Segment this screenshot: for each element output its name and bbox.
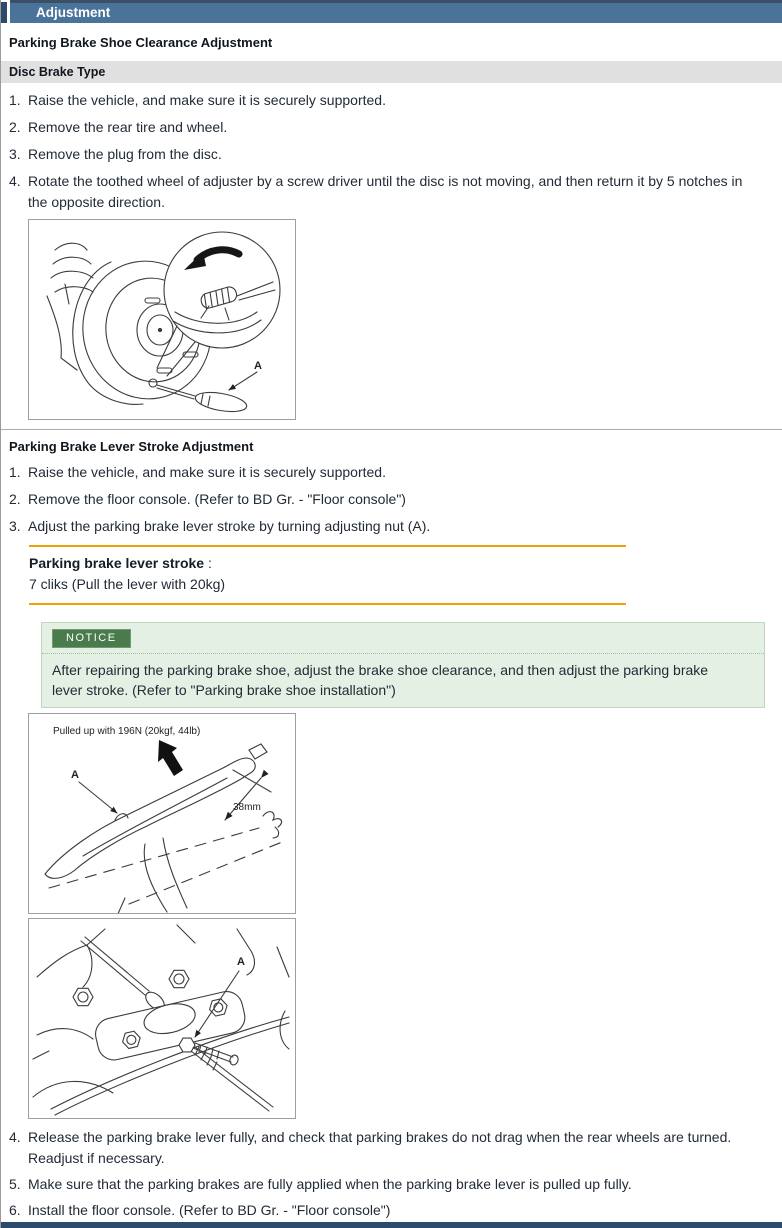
- spec-value: 7 cliks (Pull the lever with 20kg): [29, 576, 226, 592]
- step-text: Make sure that the parking brakes are fully applied when the parking brake lever is pulled up fully.: [28, 1176, 632, 1192]
- step-text: Install the floor console. (Refer to BD Gr. - "Floor console"): [28, 1202, 391, 1218]
- step-number: 3.: [9, 518, 21, 534]
- notice-box: [41, 622, 765, 708]
- step-number: 6.: [9, 1202, 21, 1218]
- step-number: 3.: [9, 146, 21, 162]
- spec-title: [29, 553, 626, 574]
- step-text: Raise the vehicle, and make sure it is securely supported.: [28, 464, 386, 480]
- list-item: [9, 489, 782, 510]
- step-text: Remove the plug from the disc.: [28, 146, 222, 162]
- page-title: Adjustment: [10, 0, 782, 23]
- pull-up-arrow-icon: [158, 740, 183, 776]
- label-a-arrow: [79, 782, 117, 813]
- spec-box: [29, 545, 626, 605]
- step-text: Release the parking brake lever fully, and check that parking brakes do not drag when the rear wheels are turned. Readjust if necessary.: [28, 1129, 732, 1166]
- figure-label-a: A: [254, 360, 262, 372]
- step-text: Adjust the parking brake lever stroke by turning adjusting nut (A).: [28, 518, 431, 534]
- section2-steps-top: [1, 462, 782, 537]
- section1-steps: [1, 90, 782, 213]
- step-number: 2.: [9, 491, 21, 507]
- step-number: 1.: [9, 92, 21, 108]
- list-item: [9, 1200, 782, 1221]
- list-item: [9, 117, 782, 138]
- figure-adjusting-nut: [28, 918, 296, 1119]
- notice-separator: [42, 653, 764, 654]
- step-number: 4.: [9, 173, 21, 189]
- step-text: Remove the rear tire and wheel.: [28, 119, 228, 135]
- figure-label-a: A: [237, 956, 245, 968]
- section-divider: [1, 429, 782, 430]
- brake-lever-illustration: [29, 714, 295, 913]
- disc-brake-illustration: [29, 220, 295, 419]
- step-number: 5.: [9, 1176, 21, 1192]
- label-a-arrow: [229, 372, 257, 390]
- console-boot: [117, 838, 187, 913]
- section1-title: Parking Brake Shoe Clearance Adjustment: [9, 35, 273, 50]
- list-item: [9, 90, 782, 111]
- magnified-inset: [164, 232, 280, 348]
- adjusting-nut-illustration: [29, 919, 295, 1118]
- section2-title: Parking Brake Lever Stroke Adjustment: [9, 439, 254, 454]
- equalizer-bracket: [92, 988, 248, 1063]
- step-text: Raise the vehicle, and make sure it is securely supported.: [28, 92, 386, 108]
- dimension-label: 38mm: [233, 802, 261, 813]
- figure-disc-brake-adjuster: [28, 219, 296, 420]
- notice-badge: NOTICE: [52, 629, 131, 648]
- figure-caption: Pulled up with 196N (20kgf, 44lb): [53, 726, 201, 737]
- section2-steps-bottom: [1, 1127, 782, 1221]
- list-item: [9, 1127, 782, 1169]
- spec-colon: :: [208, 555, 212, 571]
- step-number: 2.: [9, 119, 21, 135]
- page-header: [1, 0, 782, 23]
- page-bottom-bar: [1, 1222, 782, 1228]
- list-item: [9, 462, 782, 483]
- list-item: [9, 516, 782, 537]
- header-left-accent: [1, 2, 7, 23]
- figure-label-a: A: [71, 769, 79, 781]
- step-number: 4.: [9, 1129, 21, 1145]
- screwdriver: [157, 385, 248, 415]
- step-text: Remove the floor console. (Refer to BD Gr. - "Floor console"): [28, 491, 406, 507]
- list-item: [9, 1174, 782, 1195]
- step-number: 1.: [9, 464, 21, 480]
- list-item: [9, 171, 782, 213]
- step-text: Rotate the toothed wheel of adjuster by a screw driver until the disc is not moving, and then return it by 5 notches in the opposite direction.: [28, 173, 743, 210]
- spec-label: Parking brake lever stroke: [29, 555, 205, 571]
- section1-subheader: Disc Brake Type: [1, 61, 782, 83]
- notice-text: After repairing the parking brake shoe, adjust the brake shoe clearance, and then adjust the parking brake lever stroke. (Refer to "Parking brake shoe installation"): [52, 662, 709, 698]
- list-item: [9, 144, 782, 165]
- figure-brake-lever-stroke: [28, 713, 296, 914]
